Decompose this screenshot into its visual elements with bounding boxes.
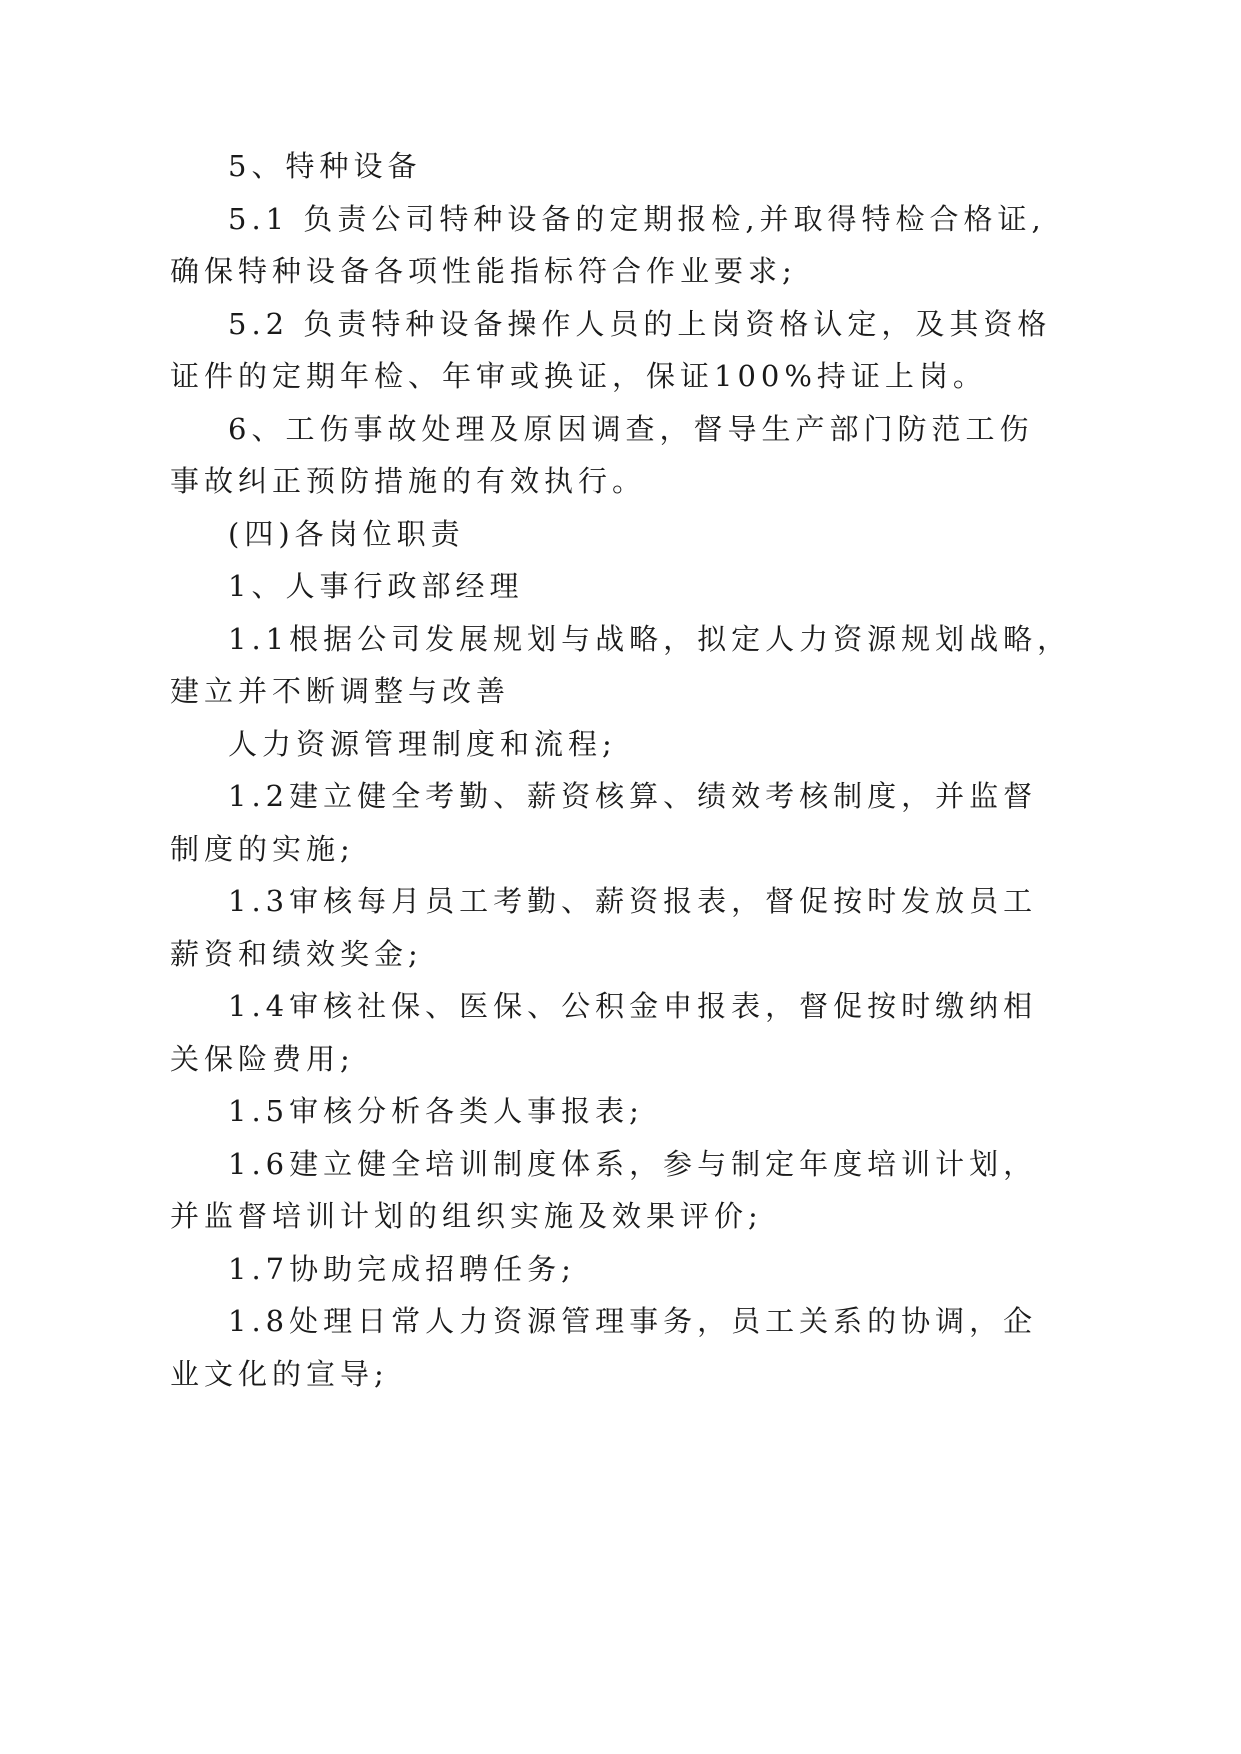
paragraph-line: 关保险费用;	[170, 1042, 355, 1076]
paragraph-line: 1.7协助完成招聘任务;	[228, 1252, 576, 1286]
paragraph-line: 建立并不断调整与改善	[170, 674, 511, 708]
paragraph-line: 1.3审核每月员工考勤、薪资报表，督促按时发放员工	[228, 884, 1038, 918]
section-heading-job-duties: (四)各岗位职责	[228, 517, 465, 551]
paragraph-line: 制度的实施;	[170, 832, 355, 866]
paragraph-line: 薪资和绩效奖金;	[170, 937, 423, 971]
paragraph-line: 人力资源管理制度和流程;	[228, 727, 617, 761]
paragraph-line: 1.5审核分析各类人事报表;	[228, 1094, 644, 1128]
paragraph-line: 业文化的宣导;	[170, 1357, 389, 1391]
paragraph-line: 1.2建立健全考勤、薪资核算、绩效考核制度，并监督	[228, 779, 1038, 813]
paragraph-line: 1.4审核社保、医保、公积金申报表，督促按时缴纳相	[228, 989, 1038, 1023]
paragraph-line: 1.8处理日常人力资源管理事务，员工关系的协调，企	[228, 1304, 1038, 1338]
paragraph-line: 并监督培训计划的组织实施及效果评价;	[170, 1199, 763, 1233]
paragraph-line: 1.1根据公司发展规划与战略，拟定人力资源规划战略，	[228, 622, 1072, 656]
section-heading-special-equipment: 5、特种设备	[228, 149, 422, 183]
paragraph-line: 5.1 负责公司特种设备的定期报检,并取得特检合格证,	[228, 202, 1046, 236]
subsection-heading-hr-manager: 1、人事行政部经理	[228, 569, 524, 603]
paragraph-line: 6、工伤事故处理及原因调查，督导生产部门防范工伤	[228, 412, 1034, 446]
paragraph-line: 确保特种设备各项性能指标符合作业要求;	[170, 254, 797, 288]
paragraph-line: 1.6建立健全培训制度体系，参与制定年度培训计划，	[228, 1147, 1038, 1181]
paragraph-line: 证件的定期年检、年审或换证，保证100%持证上岗。	[170, 359, 987, 393]
paragraph-line: 5.2 负责特种设备操作人员的上岗资格认定，及其资格	[228, 307, 1052, 341]
paragraph-line: 事故纠正预防措施的有效执行。	[170, 464, 647, 498]
